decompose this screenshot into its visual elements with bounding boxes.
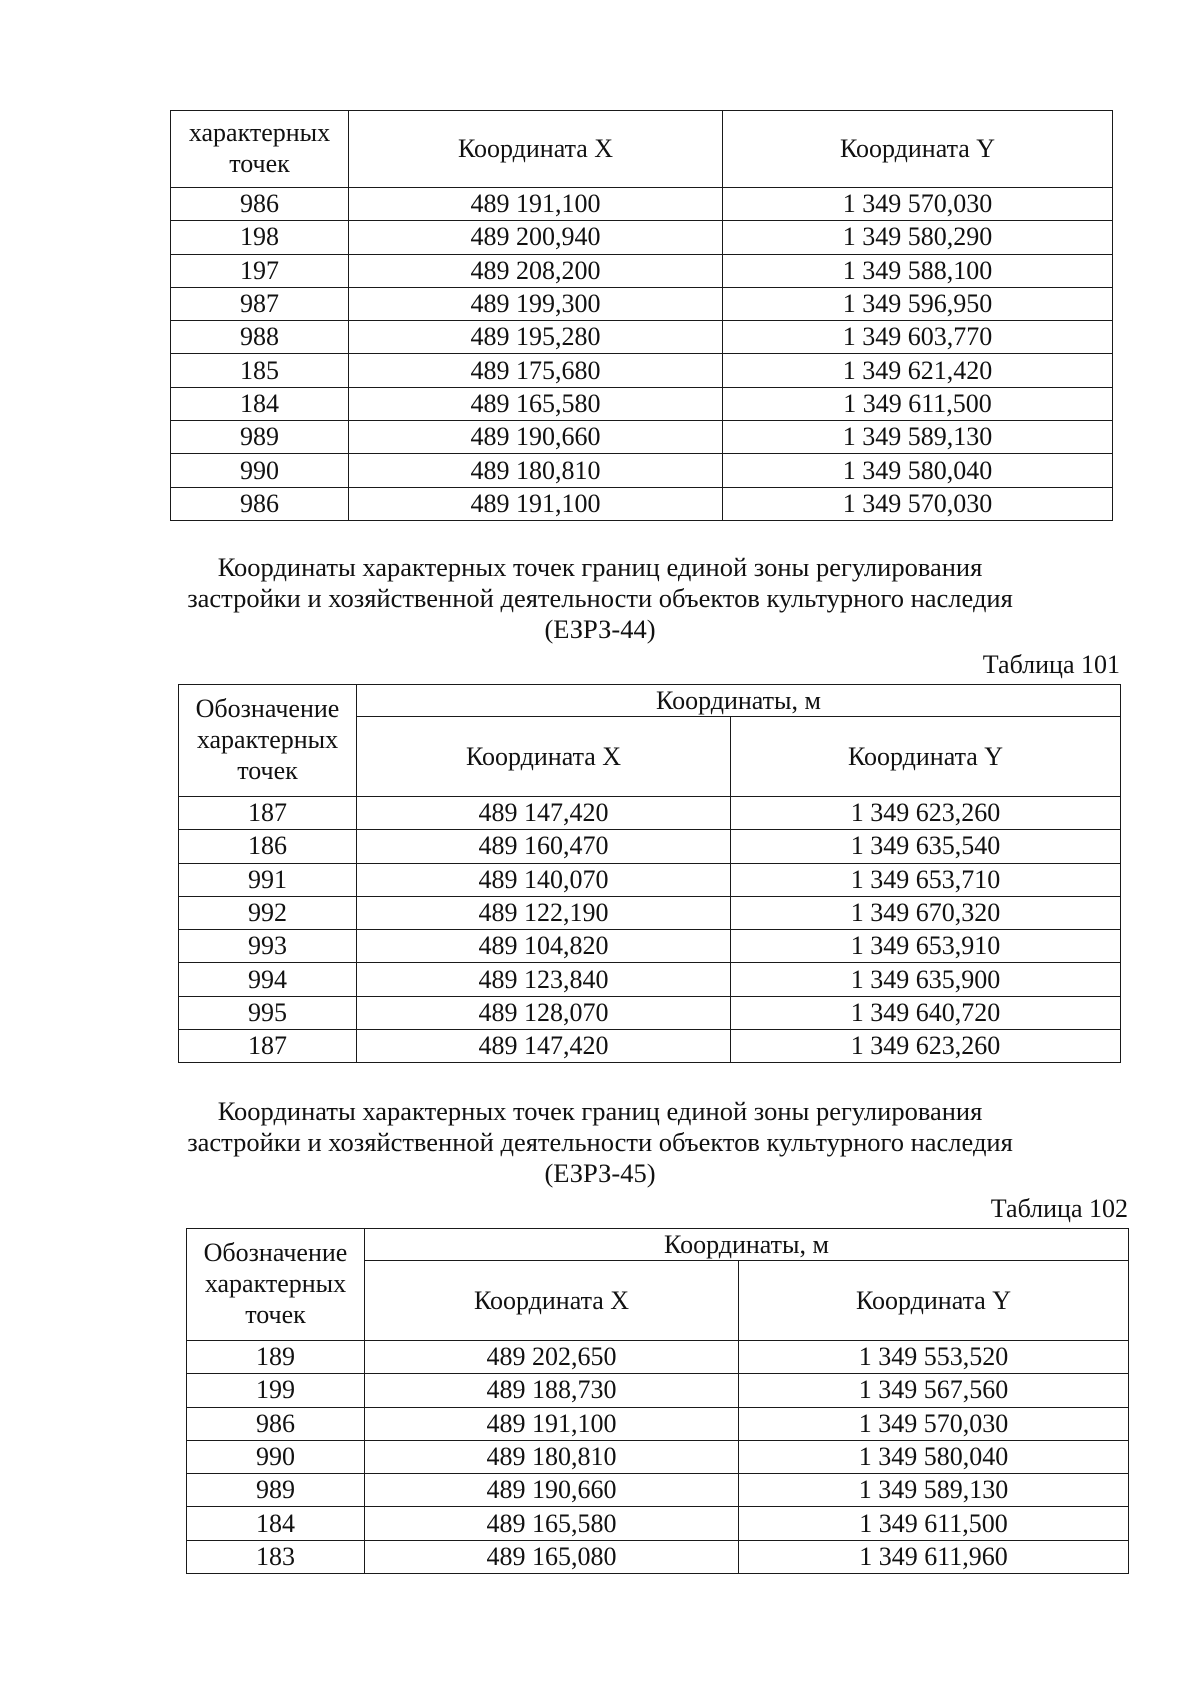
table-row	[171, 454, 1113, 487]
coord-x-cell: 489 122,190	[357, 896, 731, 929]
table-row	[187, 1540, 1129, 1573]
table-row	[179, 1030, 1121, 1063]
table-row	[171, 221, 1113, 254]
section-102-title-line: Координаты характерных точек границ единой зоны регулирования	[217, 1096, 983, 1126]
point-number-cell: 186	[179, 830, 357, 863]
coordinates-table-continued	[170, 110, 1113, 521]
table-row	[187, 1341, 1129, 1374]
coord-y-cell: 1 349 611,500	[723, 387, 1113, 420]
table-row	[179, 797, 1121, 830]
header-x-label: Координата X	[357, 717, 731, 797]
coord-x-cell: 489 165,080	[365, 1540, 739, 1573]
section-101-title-line: застройки и хозяйственной деятельности объектов культурного наследия	[187, 583, 1013, 613]
header-y-label: Координата Y	[723, 111, 1113, 188]
coord-y-cell: 1 349 589,130	[739, 1474, 1129, 1507]
table-row	[179, 930, 1121, 963]
header-x-label: Координата X	[349, 111, 723, 188]
header-y-label: Координата Y	[739, 1261, 1129, 1341]
coord-y-cell: 1 349 588,100	[723, 254, 1113, 287]
point-number-cell: 987	[171, 287, 349, 320]
point-number-cell: 189	[187, 1341, 365, 1374]
coord-y-cell: 1 349 635,540	[731, 830, 1121, 863]
point-number-cell: 988	[171, 321, 349, 354]
header-x-label: Координата X	[365, 1261, 739, 1341]
coord-y-cell: 1 349 611,500	[739, 1507, 1129, 1540]
point-number-cell: 187	[179, 797, 357, 830]
section-101-title-line: (ЕЗРЗ-44)	[544, 614, 656, 644]
coord-y-cell: 1 349 670,320	[731, 896, 1121, 929]
point-number-cell: 183	[187, 1540, 365, 1573]
coord-x-cell: 489 180,810	[349, 454, 723, 487]
point-number-cell: 184	[187, 1507, 365, 1540]
point-number-cell: 986	[171, 487, 349, 520]
coord-x-cell: 489 208,200	[349, 254, 723, 287]
point-number-cell: 986	[171, 188, 349, 221]
coord-x-cell: 489 147,420	[357, 797, 731, 830]
point-number-cell: 184	[171, 387, 349, 420]
coord-x-cell: 489 165,580	[365, 1507, 739, 1540]
section-102-title-line: (ЕЗРЗ-45)	[544, 1158, 656, 1188]
coord-y-cell: 1 349 570,030	[739, 1407, 1129, 1440]
coord-x-cell: 489 202,650	[365, 1341, 739, 1374]
point-number-cell: 986	[187, 1407, 365, 1440]
coord-x-cell: 489 191,100	[349, 188, 723, 221]
coord-x-cell: 489 200,940	[349, 221, 723, 254]
table-row	[171, 287, 1113, 320]
table-row	[179, 896, 1121, 929]
section-101-title-line: Координаты характерных точек границ единой зоны регулирования	[217, 552, 983, 582]
table-row	[171, 321, 1113, 354]
point-number-cell: 197	[171, 254, 349, 287]
header-coords-label: Координаты, м	[365, 1229, 1129, 1261]
coord-y-cell: 1 349 553,520	[739, 1341, 1129, 1374]
point-number-cell: 185	[171, 354, 349, 387]
point-number-cell: 989	[187, 1474, 365, 1507]
point-number-cell: 993	[179, 930, 357, 963]
coord-x-cell: 489 123,840	[357, 963, 731, 996]
table-row	[171, 387, 1113, 420]
coord-x-cell: 489 191,100	[349, 487, 723, 520]
point-number-cell: 989	[171, 421, 349, 454]
coord-x-cell: 489 180,810	[365, 1440, 739, 1473]
coordinates-table-101	[178, 684, 1121, 1063]
coord-y-cell: 1 349 621,420	[723, 354, 1113, 387]
coord-y-cell: 1 349 567,560	[739, 1374, 1129, 1407]
table-row	[171, 254, 1113, 287]
point-number-cell: 991	[179, 863, 357, 896]
coord-y-cell: 1 349 580,040	[723, 454, 1113, 487]
coord-x-cell: 489 190,660	[349, 421, 723, 454]
coord-y-cell: 1 349 570,030	[723, 188, 1113, 221]
table-101-label: Таблица 101	[982, 650, 1120, 679]
coord-y-cell: 1 349 611,960	[739, 1540, 1129, 1573]
section-101-title	[0, 552, 1200, 645]
point-number-cell: 198	[171, 221, 349, 254]
header-point-label: Обозначение характерных точек	[187, 1229, 365, 1341]
table-row	[171, 421, 1113, 454]
coord-x-cell: 489 188,730	[365, 1374, 739, 1407]
coord-x-cell: 489 147,420	[357, 1030, 731, 1063]
coordinates-table-102	[186, 1228, 1129, 1574]
table-row	[171, 188, 1113, 221]
coord-x-cell: 489 140,070	[357, 863, 731, 896]
point-number-cell: 199	[187, 1374, 365, 1407]
coord-y-cell: 1 349 580,290	[723, 221, 1113, 254]
table-102-label: Таблица 102	[990, 1194, 1128, 1223]
coord-y-cell: 1 349 603,770	[723, 321, 1113, 354]
coord-x-cell: 489 195,280	[349, 321, 723, 354]
coord-y-cell: 1 349 570,030	[723, 487, 1113, 520]
coord-y-cell: 1 349 580,040	[739, 1440, 1129, 1473]
coord-x-cell: 489 104,820	[357, 930, 731, 963]
section-102-title	[0, 1096, 1200, 1189]
header-point-label: Обозначение характерных точек	[179, 685, 357, 797]
table-row	[187, 1374, 1129, 1407]
coord-y-cell: 1 349 596,950	[723, 287, 1113, 320]
point-number-cell: 187	[179, 1030, 357, 1063]
section-102-title-line: застройки и хозяйственной деятельности объектов культурного наследия	[187, 1127, 1013, 1157]
coord-y-cell: 1 349 623,260	[731, 797, 1121, 830]
point-number-cell: 995	[179, 996, 357, 1029]
coord-x-cell: 489 191,100	[365, 1407, 739, 1440]
point-number-cell: 994	[179, 963, 357, 996]
point-number-cell: 990	[187, 1440, 365, 1473]
coord-x-cell: 489 160,470	[357, 830, 731, 863]
table-row	[179, 996, 1121, 1029]
table-row	[171, 354, 1113, 387]
coord-x-cell: 489 165,580	[349, 387, 723, 420]
table-row	[179, 863, 1121, 896]
coord-x-cell: 489 190,660	[365, 1474, 739, 1507]
coord-y-cell: 1 349 623,260	[731, 1030, 1121, 1063]
table-row	[179, 963, 1121, 996]
coord-y-cell: 1 349 635,900	[731, 963, 1121, 996]
header-coords-label: Координаты, м	[357, 685, 1121, 717]
point-number-cell: 990	[171, 454, 349, 487]
coord-y-cell: 1 349 589,130	[723, 421, 1113, 454]
coord-y-cell: 1 349 640,720	[731, 996, 1121, 1029]
header-y-label: Координата Y	[731, 717, 1121, 797]
table-row	[187, 1407, 1129, 1440]
point-number-cell: 992	[179, 896, 357, 929]
table-row	[187, 1474, 1129, 1507]
table-row	[187, 1507, 1129, 1540]
coord-y-cell: 1 349 653,710	[731, 863, 1121, 896]
coord-x-cell: 489 175,680	[349, 354, 723, 387]
header-point-label: характерных точек	[171, 111, 349, 188]
coord-x-cell: 489 199,300	[349, 287, 723, 320]
coord-y-cell: 1 349 653,910	[731, 930, 1121, 963]
coord-x-cell: 489 128,070	[357, 996, 731, 1029]
table-row	[179, 830, 1121, 863]
table-row	[171, 487, 1113, 520]
table-row	[187, 1440, 1129, 1473]
